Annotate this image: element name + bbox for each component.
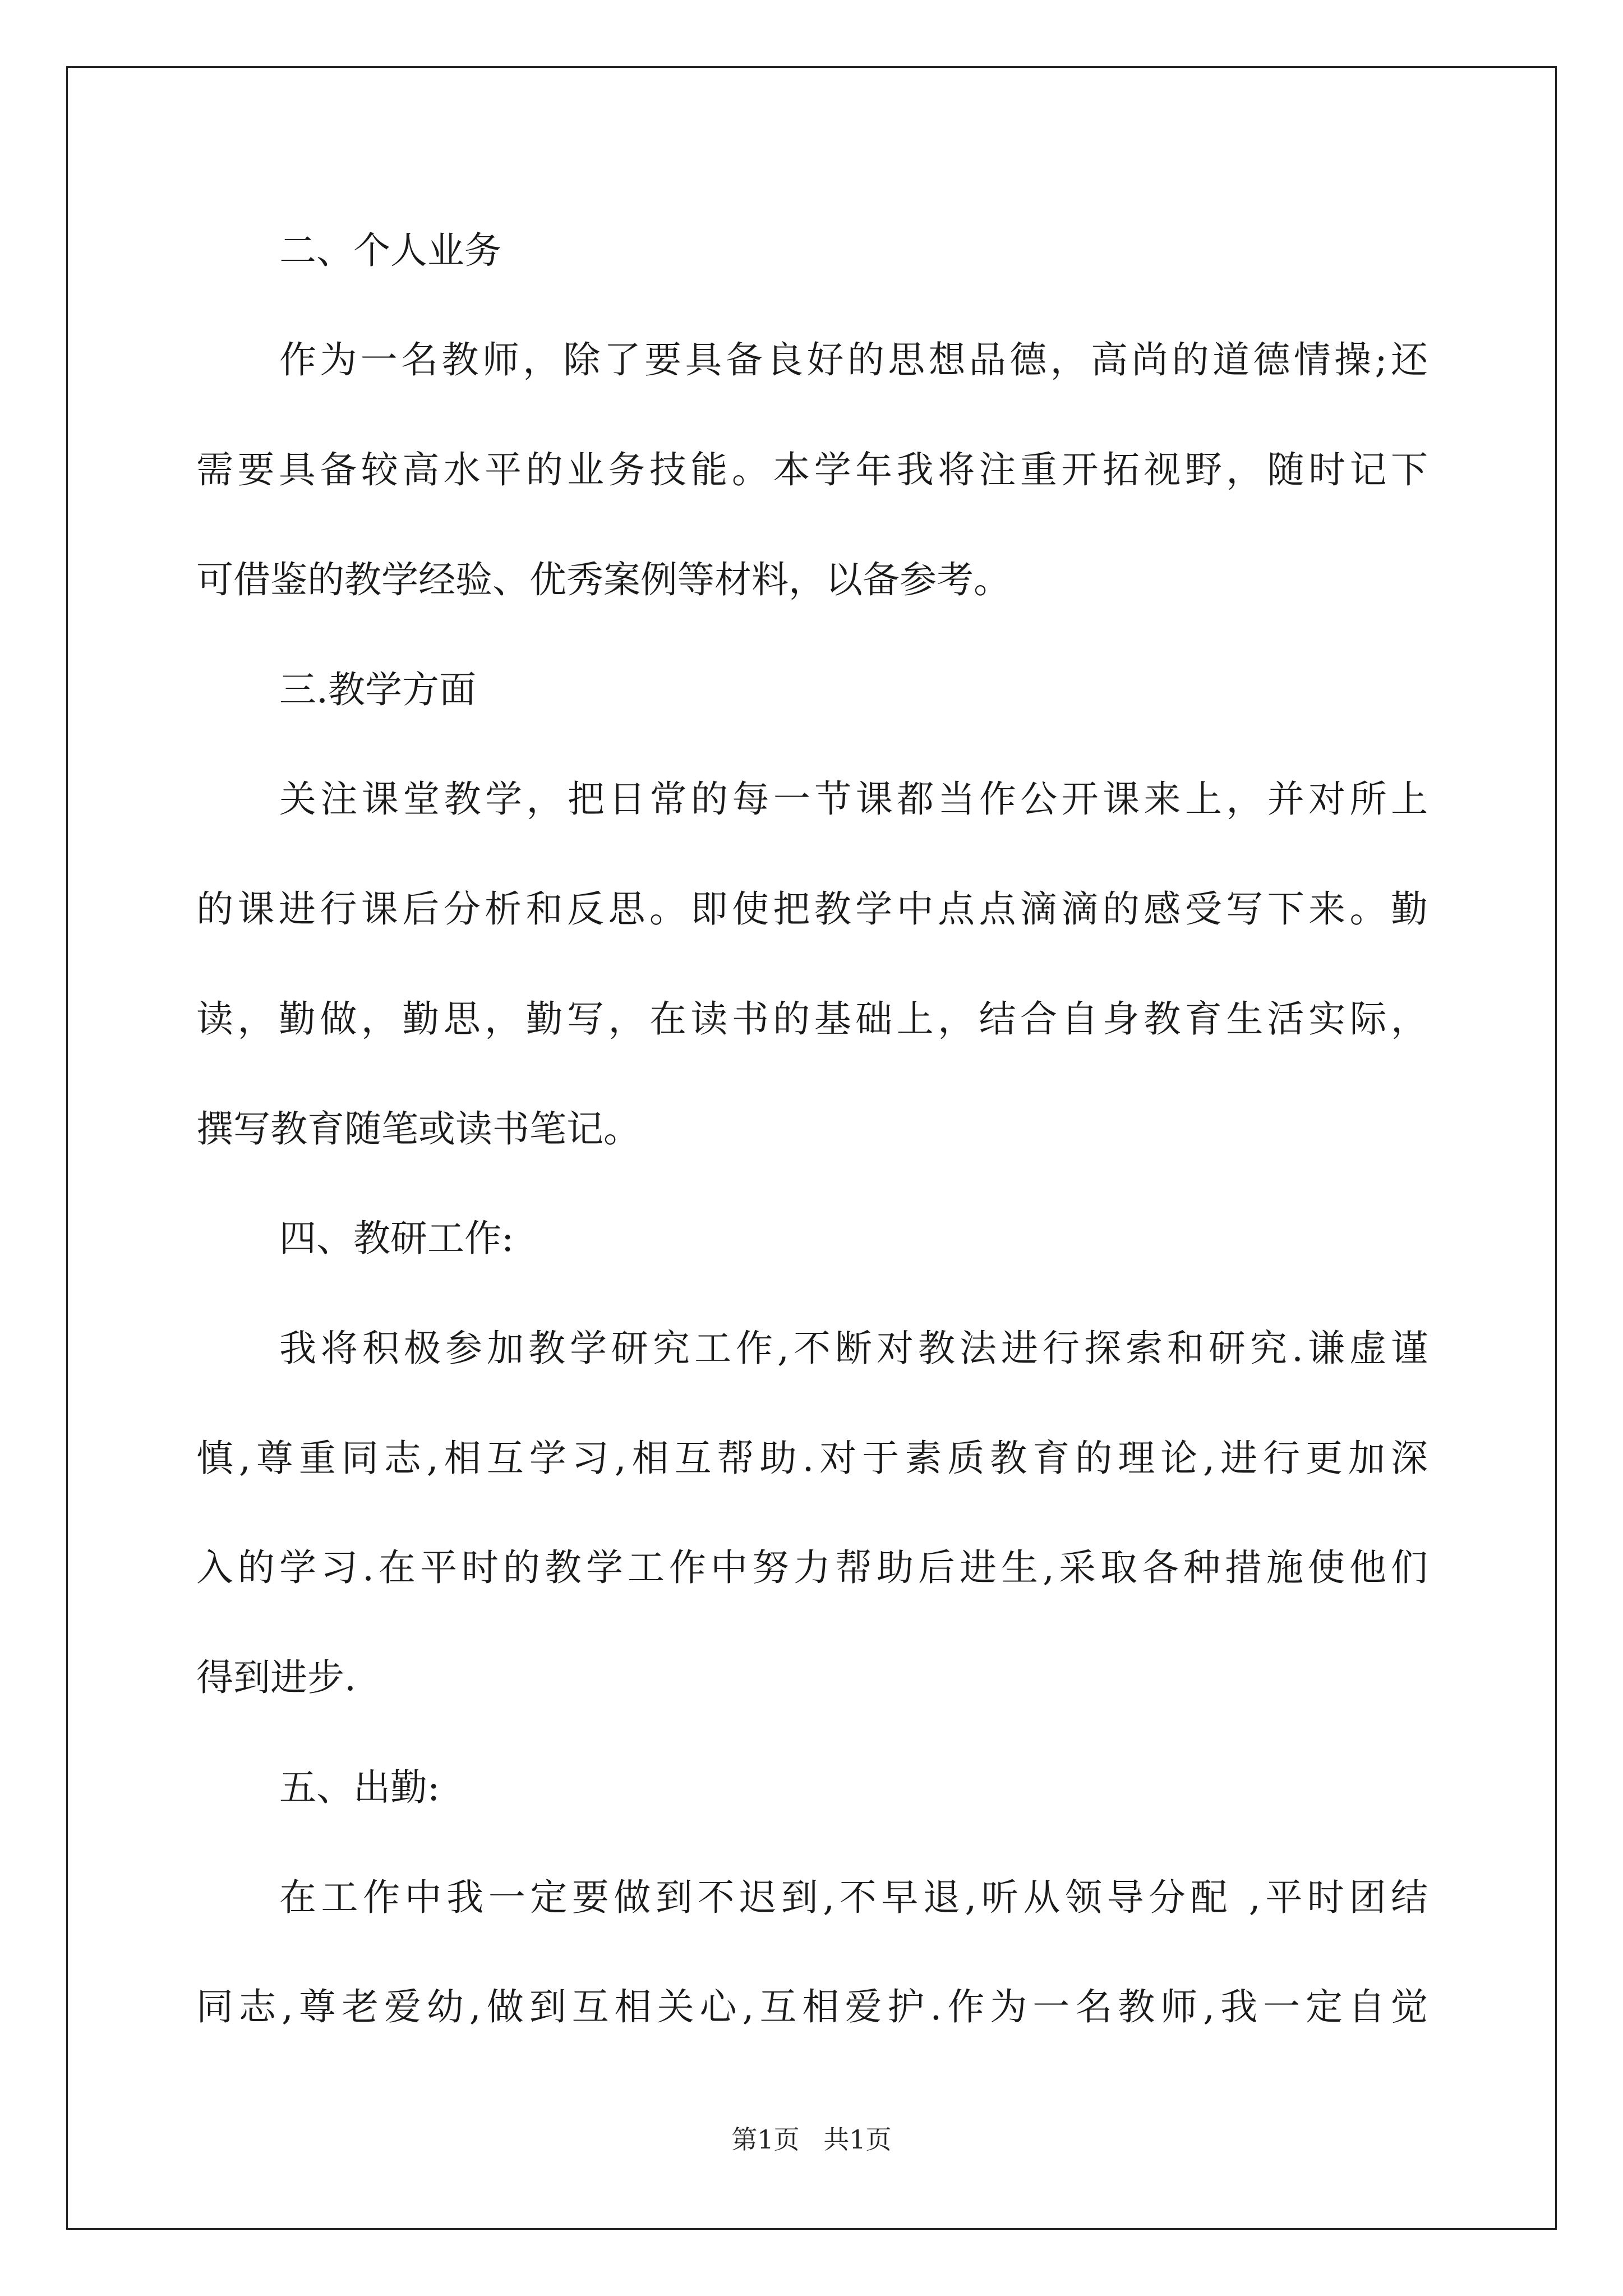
paragraph-line: 读，勤做，勤思，勤写，在读书的基础上，结合自身教育生活实际， bbox=[196, 997, 1428, 1041]
paragraph-line: 的课进行课后分析和反思。即使把教学中点点滴滴的感受写下来。勤 bbox=[196, 887, 1428, 931]
heading-attendance: 五、出勤: bbox=[279, 1766, 440, 1809]
paragraph-line: 需要具备较高水平的业务技能。本学年我将注重开拓视野，随时记下 bbox=[196, 448, 1428, 491]
paragraph-line: 在工作中我一定要做到不迟到,不早退,听从领导分配 ,平时团结 bbox=[279, 1876, 1428, 1919]
paragraph-line: 慎,尊重同志,相互学习,相互帮助.对于素质教育的理论,进行更加深 bbox=[196, 1437, 1428, 1480]
paragraph-line: 我将积极参加教学研究工作,不断对教法进行探索和研究.谦虚谨 bbox=[279, 1327, 1428, 1370]
paragraph-line: 撰写教育随笔或读书笔记。 bbox=[196, 1107, 640, 1151]
page-footer bbox=[0, 2123, 1623, 2156]
heading-teaching-research: 四、教研工作: bbox=[279, 1217, 514, 1260]
paragraph-line: 得到进步. bbox=[196, 1656, 356, 1699]
paragraph-line: 入的学习.在平时的教学工作中努力帮助后进生,采取各种措施使他们 bbox=[196, 1546, 1428, 1589]
paragraph-line: 同志,尊老爱幼,做到互相关心,互相爱护.作为一名教师,我一定自觉 bbox=[196, 1985, 1428, 2028]
page-number: 第1页 bbox=[731, 2124, 800, 2155]
total-pages: 共1页 bbox=[823, 2124, 892, 2155]
paragraph-line: 可借鉴的教学经验、优秀案例等材料，以备参考。 bbox=[196, 558, 1011, 601]
heading-teaching: 三.教学方面 bbox=[279, 668, 476, 711]
paragraph-line: 作为一名教师，除了要具备良好的思想品德，高尚的道德情操;还 bbox=[279, 338, 1428, 381]
heading-personal-business: 二、个人业务 bbox=[279, 229, 501, 272]
paragraph-line: 关注课堂教学，把日常的每一节课都当作公开课来上，并对所上 bbox=[279, 777, 1428, 821]
